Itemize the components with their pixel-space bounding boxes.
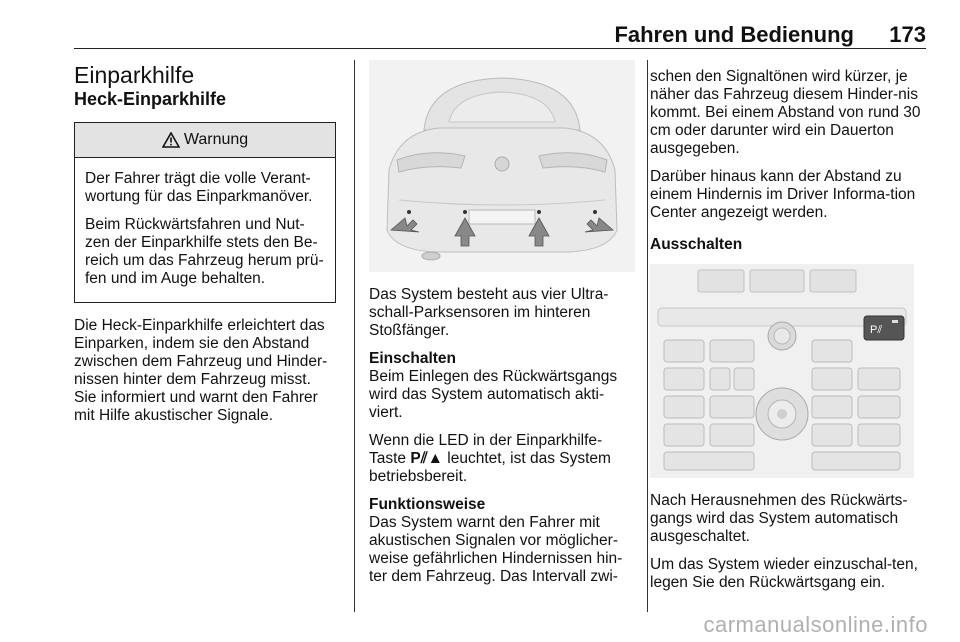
section-title: Einparkhilfe — [74, 62, 195, 88]
ausschalten-heading: Ausschalten — [650, 236, 743, 253]
sensor-caption: Das System besteht aus vier Ultra-schall-Parksensoren im hinteren Stoßfänger. — [369, 286, 609, 339]
column-1 — [74, 60, 336, 435]
car-rear-sensors-image — [369, 60, 635, 272]
svg-text:P⫽: P⫽ — [870, 324, 883, 336]
center-console-image — [650, 264, 914, 478]
led-text-after: leuchtet, ist das System betriebsbereit. — [369, 450, 611, 485]
warning-box — [74, 122, 336, 303]
signal-paragraph: schen den Signaltönen wird kürzer, je näher das Fahrzeug diesem Hinder-nis kommt. Bei einem Abstand von rund 30 cm oder darunter wird ein Dauerton ausgegeben. — [650, 68, 921, 157]
einschalten-again-paragraph: Um das System wieder einzuschal-ten, legen Sie den Rückwärtsgang ein. — [650, 556, 918, 591]
page-number: 173 — [889, 22, 926, 47]
dic-paragraph: Darüber hinaus kann der Abstand zu einem Hindernis im Driver Informa-tion Center angezeigt werden. — [650, 168, 916, 221]
parking-assist-icon: P⫽▲ — [410, 450, 443, 467]
page-header — [74, 0, 926, 49]
subsection-title: Heck-Einparkhilfe — [74, 89, 227, 109]
warning-body — [75, 158, 335, 302]
intro-paragraph: Die Heck-Einparkhilfe erleichtert das Einparken, indem sie den Abstand zwischen dem Fahrzeug und Hinder-nissen hinter dem Fahrzeug misst. Sie informiert und warnt den Fahrer mit Hilfe akustischer Signale. — [74, 317, 328, 424]
warning-title: Warnung — [183, 131, 249, 148]
header-title: Fahren und Bedienung — [614, 22, 854, 47]
column-2 — [369, 70, 635, 596]
column-divider-right — [647, 60, 648, 612]
warning-paragraph: Beim Rückwärtsfahren und Nut-zen der Einparkhilfe stets den Be-reich um das Fahrzeug herum prü-fen und im Auge behalten. — [85, 216, 324, 287]
warning-triangle-icon — [162, 132, 180, 148]
funktion-text: Das System warnt den Fahrer mit akustischen Signalen vor möglicher-weise gefährlichen Hindernissen hin-ter dem Fahrzeug. Das Intervall zwi- — [369, 514, 623, 585]
funktion-paragraph — [369, 496, 635, 586]
led-text-before: Wenn die LED in der Einparkhilfe-Taste — [369, 432, 603, 467]
watermark: carmanualsonline.info — [703, 612, 928, 637]
column-divider-left — [354, 60, 355, 612]
led-paragraph — [369, 432, 635, 486]
funktion-heading: Funktionsweise — [369, 496, 486, 513]
column-3 — [650, 68, 928, 602]
warning-header — [75, 123, 335, 158]
einschalten-paragraph — [369, 350, 635, 422]
einschalten-text: Beim Einlegen des Rückwärtsgangs wird das System automatisch akti-viert. — [369, 368, 618, 421]
einschalten-heading: Einschalten — [369, 350, 456, 367]
ausschalten-paragraph: Nach Herausnehmen des Rückwärts-gangs wird das System automatisch ausgeschaltet. — [650, 492, 908, 545]
warning-paragraph: Der Fahrer trägt die volle Verant-wortung für das Einparkmanöver. — [85, 170, 313, 205]
